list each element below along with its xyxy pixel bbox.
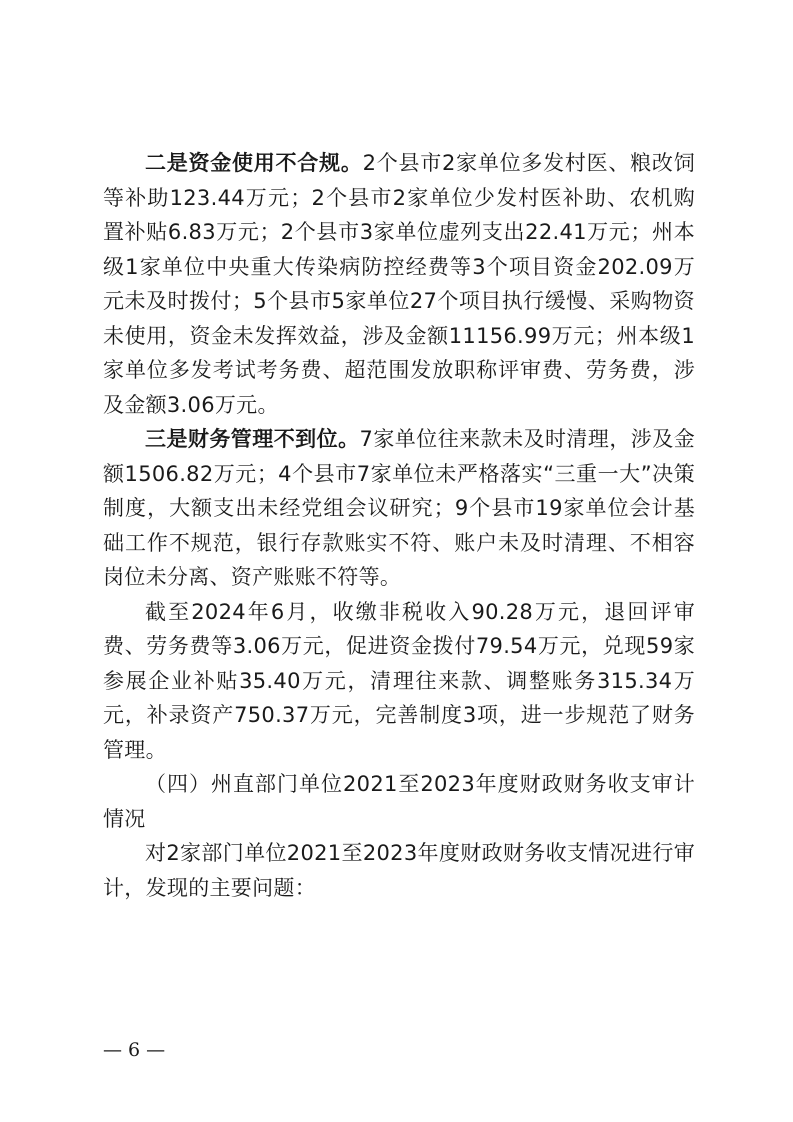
paragraph-fund-usage <box>103 146 695 422</box>
document-body <box>103 146 695 905</box>
paragraph-closing: 对2家部门单位2021至2023年度财政财务收支情况进行审计，发现的主要问题： <box>103 841 695 900</box>
paragraph-rectification <box>103 595 695 768</box>
paragraph-financial-management <box>103 422 695 595</box>
paragraph-text: 2个县市2家单位多发村医、粮改饲等补助123.44万元；2个县市2家单位少发村医补助、农机购置补贴6.83万元；2个县市3家单位虚列支出22.41万元；州本级1家单位中央重大传染病防控经费等3个项目资金202.09万元未及时拨付；5个县市5家单位27个项目执行缓慢、采购物资未使用，资金未发挥效益，涉及金额11156.99万元；州本级1家单位多发考试考务费、超范围发放职称评审费、劳务费，涉及金额3.06万元。 <box>103 151 695 417</box>
paragraph-text: 7家单位往来款未及时清理，涉及金额1506.82万元；4个县市7家单位未严格落实“三重一大”决策制度，大额支出未经党组会议研究；9个县市19家单位会计基础工作不规范，银行存款账实不符、账户未及时清理、不相容岗位未分离、资产账账不符等。 <box>103 427 695 589</box>
paragraph-lead: 三是财务管理不到位。 <box>145 427 360 451</box>
page-number: — 6 — <box>103 1039 166 1061</box>
section-heading: （四）州直部门单位2021至2023年度财政财务收支审计情况 <box>103 772 695 831</box>
paragraph-text: 截至2024年6月，收缴非税收入90.28万元，退回评审费、劳务费等3.06万元，促进资金拨付79.54万元，兑现59家参展企业补贴35.40万元，清理往来款、调整账务315.34万元，补录资产750.37万元，完善制度3项，进一步规范了财务管理。 <box>103 599 695 762</box>
paragraph-lead: 二是资金使用不合规。 <box>145 151 363 175</box>
